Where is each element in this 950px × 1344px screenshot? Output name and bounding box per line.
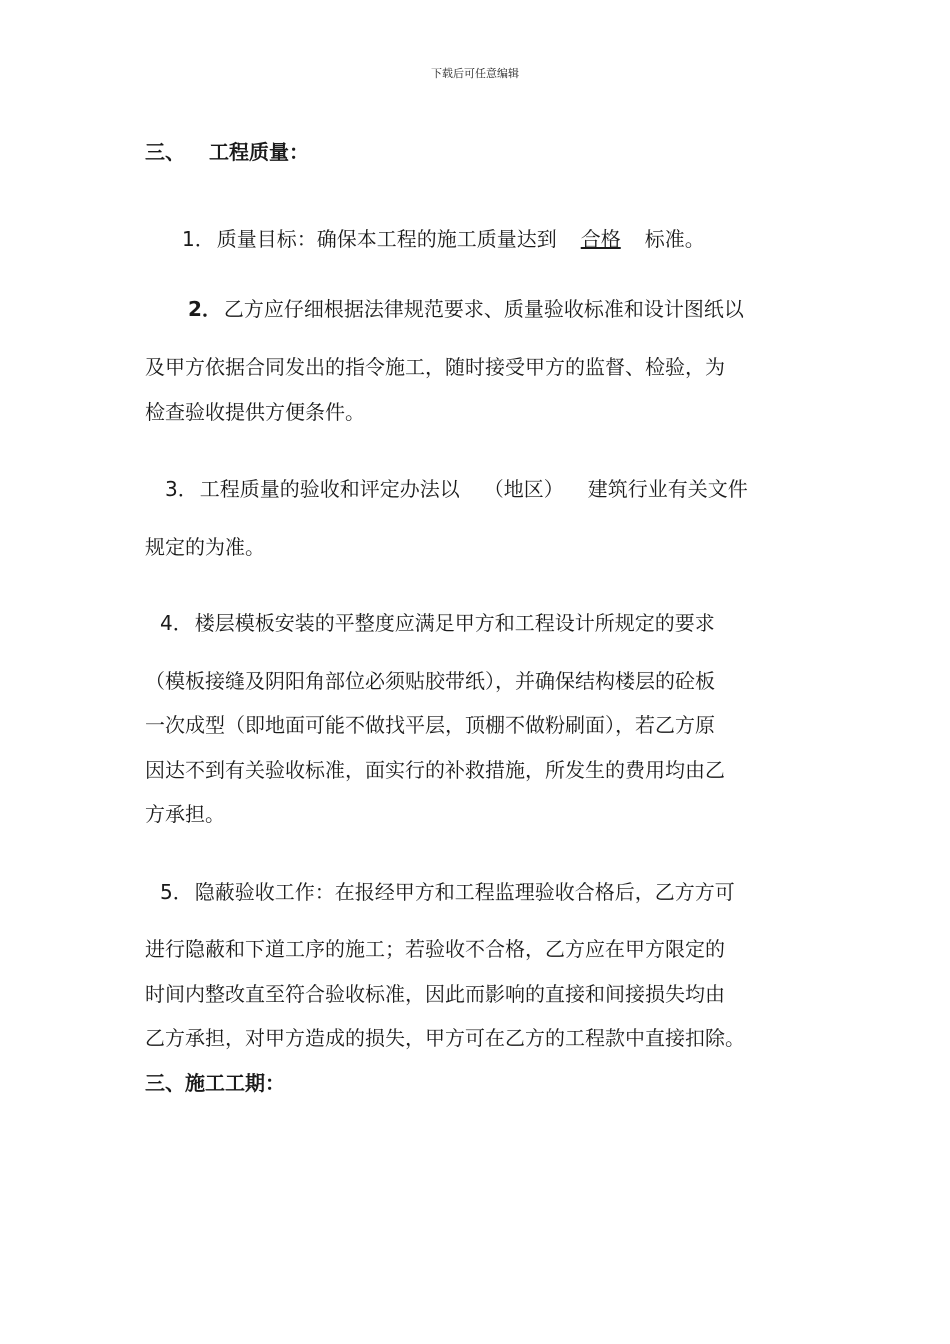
item-1 [182, 226, 705, 252]
item-1-number: 1． [182, 227, 215, 251]
item-5-line-2: 进行隐蔽和下道工序的施工；若验收不合格，乙方应在甲方限定的 [145, 937, 725, 961]
item-4-line-4: 因达不到有关验收标准，面实行的补救措施，所发生的费用均由乙 [145, 758, 725, 782]
item-3-text-before: 工程质量的验收和评定办法以 [199, 477, 460, 501]
item-3-line-2: 规定的为准。 [145, 535, 265, 559]
item-5-line-4: 乙方承担，对甲方造成的损失，甲方可在乙方的工程款中直接扣除。 [145, 1026, 745, 1050]
item-4-line-2: （模板接缝及阴阳角部位必须贴胶带纸），并确保结构楼层的砼板 [145, 669, 715, 693]
item-4-line-1 [160, 610, 715, 636]
section-number: 三、 [145, 140, 185, 164]
item-5-text-1: 隐蔽验收工作：在报经甲方和工程监理验收合格后，乙方方可 [194, 880, 735, 904]
item-3-line-1 [165, 476, 748, 502]
item-2-line-2: 及甲方依据合同发出的指令施工，随时接受甲方的监督、检验，为 [145, 355, 725, 379]
item-3-number: 3． [165, 477, 198, 501]
item-4-line-5: 方承担。 [145, 802, 225, 826]
item-2-text-1: 乙方应仔细根据法律规范要求、质量验收标准和设计图纸以 [223, 297, 744, 321]
item-1-text-after: 标准。 [644, 227, 705, 251]
item-2-line-3: 检查验收提供方便条件。 [145, 400, 365, 424]
section-heading [145, 139, 309, 165]
item-2-line-1 [188, 296, 744, 322]
item-5-line-1 [160, 879, 735, 905]
quality-grade: 合格 [580, 227, 621, 251]
item-2-number: 2． [188, 297, 222, 321]
item-4-number: 4． [160, 611, 193, 635]
item-5-line-3: 时间内整改直至符合验收标准，因此而影响的直接和间接损失均由 [145, 982, 725, 1006]
item-4-line-3: 一次成型（即地面可能不做找平层，顶棚不做粉刷面），若乙方原 [145, 713, 715, 737]
item-4-text-1: 楼层模板安装的平整度应满足甲方和工程设计所规定的要求 [194, 611, 715, 635]
next-section-heading: 三、施工工期： [145, 1071, 285, 1095]
item-1-text-before: 质量目标：确保本工程的施工质量达到 [216, 227, 557, 251]
page-header: 下载后可任意编辑 [431, 67, 519, 80]
section-title: 工程质量： [209, 140, 309, 164]
item-5-number: 5． [160, 880, 193, 904]
item-3-text-after: 建筑行业有关文件 [587, 477, 748, 501]
item-3-region: （地区） [483, 477, 564, 501]
